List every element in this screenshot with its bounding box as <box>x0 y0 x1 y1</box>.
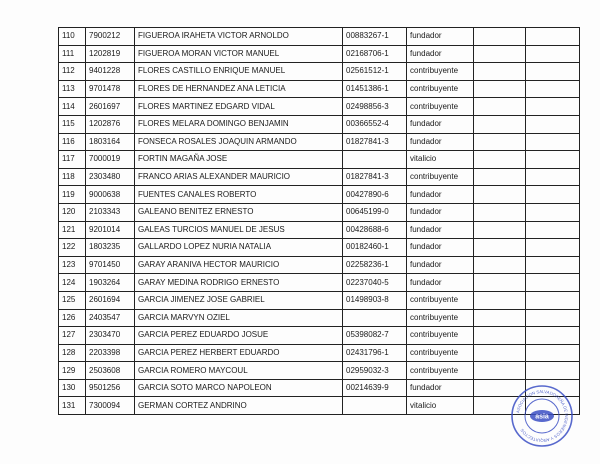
document-id: 00366552-4 <box>343 115 407 133</box>
member-code: 1803164 <box>86 133 135 151</box>
table-row <box>59 344 580 362</box>
member-type: contribuyente <box>407 362 474 380</box>
member-code: 1903264 <box>86 274 135 292</box>
row-number: 129 <box>59 362 86 380</box>
extra-cell-1 <box>474 133 526 151</box>
member-name: GARCIA SOTO MARCO NAPOLEON <box>135 379 343 397</box>
table-row <box>59 115 580 133</box>
table-row <box>59 309 580 327</box>
table-row <box>59 151 580 169</box>
row-number: 111 <box>59 45 86 63</box>
document-id: 01827841-3 <box>343 168 407 186</box>
document-id: 00427890-6 <box>343 186 407 204</box>
row-number: 112 <box>59 63 86 81</box>
extra-cell-1 <box>474 168 526 186</box>
extra-cell-1 <box>474 80 526 98</box>
extra-cell-2 <box>526 98 580 116</box>
extra-cell-2 <box>526 63 580 81</box>
extra-cell-2 <box>526 203 580 221</box>
member-code: 2303470 <box>86 327 135 345</box>
svg-text:asia: asia <box>535 413 549 421</box>
document-id: 02561512-1 <box>343 63 407 81</box>
member-name: GALLARDO LOPEZ NURIA NATALIA <box>135 239 343 257</box>
document-id: 02498856-3 <box>343 98 407 116</box>
document-id: 05398082-7 <box>343 327 407 345</box>
member-name: FUENTES CANALES ROBERTO <box>135 186 343 204</box>
member-type: contribuyente <box>407 63 474 81</box>
member-type: fundador <box>407 379 474 397</box>
document-id: 00883267-1 <box>343 28 407 46</box>
member-type: contribuyente <box>407 98 474 116</box>
table-row <box>59 274 580 292</box>
member-code: 9701478 <box>86 80 135 98</box>
member-code: 1803235 <box>86 239 135 257</box>
row-number: 121 <box>59 221 86 239</box>
extra-cell-2 <box>526 151 580 169</box>
document-id <box>343 151 407 169</box>
table-row <box>59 168 580 186</box>
member-name: GARCIA MARVYN OZIEL <box>135 309 343 327</box>
row-number: 114 <box>59 98 86 116</box>
table-row <box>59 291 580 309</box>
document-id: 00645199-0 <box>343 203 407 221</box>
member-name: FLORES DE HERNANDEZ ANA LETICIA <box>135 80 343 98</box>
member-type: fundador <box>407 45 474 63</box>
member-name: FIGUEROA MORAN VICTOR MANUEL <box>135 45 343 63</box>
extra-cell-1 <box>474 186 526 204</box>
member-type: contribuyente <box>407 344 474 362</box>
table-row <box>59 362 580 380</box>
row-number: 128 <box>59 344 86 362</box>
row-number: 118 <box>59 168 86 186</box>
extra-cell-1 <box>474 309 526 327</box>
extra-cell-2 <box>526 256 580 274</box>
member-code: 7300094 <box>86 397 135 415</box>
extra-cell-1 <box>474 327 526 345</box>
member-type: vitalicio <box>407 151 474 169</box>
extra-cell-2 <box>526 327 580 345</box>
row-number: 123 <box>59 256 86 274</box>
member-type: fundador <box>407 274 474 292</box>
extra-cell-2 <box>526 28 580 46</box>
member-code: 7000019 <box>86 151 135 169</box>
table-row <box>59 186 580 204</box>
table-row <box>59 327 580 345</box>
table-row <box>59 63 580 81</box>
member-code: 9401228 <box>86 63 135 81</box>
extra-cell-1 <box>474 221 526 239</box>
document-id: 01451386-1 <box>343 80 407 98</box>
member-code: 9701450 <box>86 256 135 274</box>
member-code: 2103343 <box>86 203 135 221</box>
row-number: 122 <box>59 239 86 257</box>
extra-cell-2 <box>526 45 580 63</box>
member-name: FONSECA ROSALES JOAQUIN ARMANDO <box>135 133 343 151</box>
document-id: 02258236-1 <box>343 256 407 274</box>
extra-cell-2 <box>526 239 580 257</box>
extra-cell-2 <box>526 274 580 292</box>
extra-cell-2 <box>526 309 580 327</box>
member-type: contribuyente <box>407 80 474 98</box>
member-type: vitalicio <box>407 397 474 415</box>
row-number: 116 <box>59 133 86 151</box>
member-type: fundador <box>407 186 474 204</box>
member-type: contribuyente <box>407 291 474 309</box>
member-name: FIGUEROA IRAHETA VICTOR ARNOLDO <box>135 28 343 46</box>
association-seal-stamp <box>510 384 574 448</box>
table-row <box>59 45 580 63</box>
extra-cell-2 <box>526 115 580 133</box>
member-type: fundador <box>407 115 474 133</box>
member-type: fundador <box>407 28 474 46</box>
row-number: 117 <box>59 151 86 169</box>
document-id <box>343 309 407 327</box>
registry-body <box>59 28 580 415</box>
member-name: GERMAN CORTEZ ANDRINO <box>135 397 343 415</box>
extra-cell-1 <box>474 45 526 63</box>
table-row <box>59 28 580 46</box>
member-name: FORTIN MAGAÑA JOSE <box>135 151 343 169</box>
member-type: contribuyente <box>407 168 474 186</box>
document-id: 00428688-6 <box>343 221 407 239</box>
extra-cell-1 <box>474 344 526 362</box>
extra-cell-1 <box>474 115 526 133</box>
member-name: FLORES MELARA DOMINGO BENJAMIN <box>135 115 343 133</box>
member-type: fundador <box>407 221 474 239</box>
member-name: GARCIA PEREZ EDUARDO JOSUE <box>135 327 343 345</box>
table-row <box>59 239 580 257</box>
member-name: GARAY MEDINA RODRIGO ERNESTO <box>135 274 343 292</box>
table-row <box>59 133 580 151</box>
table-row <box>59 256 580 274</box>
extra-cell-1 <box>474 291 526 309</box>
member-name: GARCIA JIMENEZ JOSE GABRIEL <box>135 291 343 309</box>
extra-cell-1 <box>474 203 526 221</box>
document-id: 02431796-1 <box>343 344 407 362</box>
document-id: 01498903-8 <box>343 291 407 309</box>
member-name: FLORES CASTILLO ENRIQUE MANUEL <box>135 63 343 81</box>
member-type: contribuyente <box>407 327 474 345</box>
member-name: GARAY ARANIVA HECTOR MAURICIO <box>135 256 343 274</box>
row-number: 131 <box>59 397 86 415</box>
row-number: 125 <box>59 291 86 309</box>
member-registry-table <box>58 27 580 415</box>
document-id: 02237040-5 <box>343 274 407 292</box>
svg-text:ASOCIACION SALVADOREÑA DE INGE: ASOCIACION SALVADOREÑA DE INGENIEROS Y ARQUITECTOS <box>515 388 570 444</box>
extra-cell-2 <box>526 291 580 309</box>
document-id <box>343 397 407 415</box>
row-number: 115 <box>59 115 86 133</box>
table-row <box>59 397 580 415</box>
table-row <box>59 98 580 116</box>
extra-cell-1 <box>474 63 526 81</box>
member-code: 2601697 <box>86 98 135 116</box>
member-type: contribuyente <box>407 309 474 327</box>
extra-cell-2 <box>526 344 580 362</box>
table-row <box>59 221 580 239</box>
row-number: 119 <box>59 186 86 204</box>
member-name: FRANCO ARIAS ALEXANDER MAURICIO <box>135 168 343 186</box>
document-id: 00182460-1 <box>343 239 407 257</box>
member-code: 9000638 <box>86 186 135 204</box>
member-name: GARCIA ROMERO MAYCOUL <box>135 362 343 380</box>
table-row <box>59 80 580 98</box>
table-row <box>59 379 580 397</box>
member-name: GALEANO BENITEZ ERNESTO <box>135 203 343 221</box>
member-code: 9201014 <box>86 221 135 239</box>
member-name: FLORES MARTINEZ EDGARD VIDAL <box>135 98 343 116</box>
extra-cell-1 <box>474 151 526 169</box>
extra-cell-2 <box>526 362 580 380</box>
member-code: 1202876 <box>86 115 135 133</box>
member-name: GALEAS TURCIOS MANUEL DE JESUS <box>135 221 343 239</box>
extra-cell-2 <box>526 133 580 151</box>
member-type: fundador <box>407 239 474 257</box>
row-number: 113 <box>59 80 86 98</box>
member-code: 2503608 <box>86 362 135 380</box>
member-code: 9501256 <box>86 379 135 397</box>
member-type: fundador <box>407 203 474 221</box>
member-code: 2203398 <box>86 344 135 362</box>
document-id: 01827841-3 <box>343 133 407 151</box>
document-id: 02959032-3 <box>343 362 407 380</box>
extra-cell-1 <box>474 256 526 274</box>
extra-cell-1 <box>474 28 526 46</box>
member-code: 2601694 <box>86 291 135 309</box>
member-name: GARCIA PEREZ HERBERT EDUARDO <box>135 344 343 362</box>
extra-cell-1 <box>474 239 526 257</box>
extra-cell-2 <box>526 80 580 98</box>
document-id: 02168706-1 <box>343 45 407 63</box>
member-code: 7900212 <box>86 28 135 46</box>
extra-cell-1 <box>474 362 526 380</box>
member-type: fundador <box>407 133 474 151</box>
row-number: 124 <box>59 274 86 292</box>
row-number: 130 <box>59 379 86 397</box>
member-type: fundador <box>407 256 474 274</box>
row-number: 127 <box>59 327 86 345</box>
extra-cell-2 <box>526 168 580 186</box>
extra-cell-2 <box>526 221 580 239</box>
member-code: 2403547 <box>86 309 135 327</box>
member-code: 1202819 <box>86 45 135 63</box>
document-id: 00214639-9 <box>343 379 407 397</box>
row-number: 126 <box>59 309 86 327</box>
row-number: 120 <box>59 203 86 221</box>
table-row <box>59 203 580 221</box>
extra-cell-1 <box>474 274 526 292</box>
member-code: 2303480 <box>86 168 135 186</box>
extra-cell-2 <box>526 186 580 204</box>
row-number: 110 <box>59 28 86 46</box>
extra-cell-1 <box>474 98 526 116</box>
